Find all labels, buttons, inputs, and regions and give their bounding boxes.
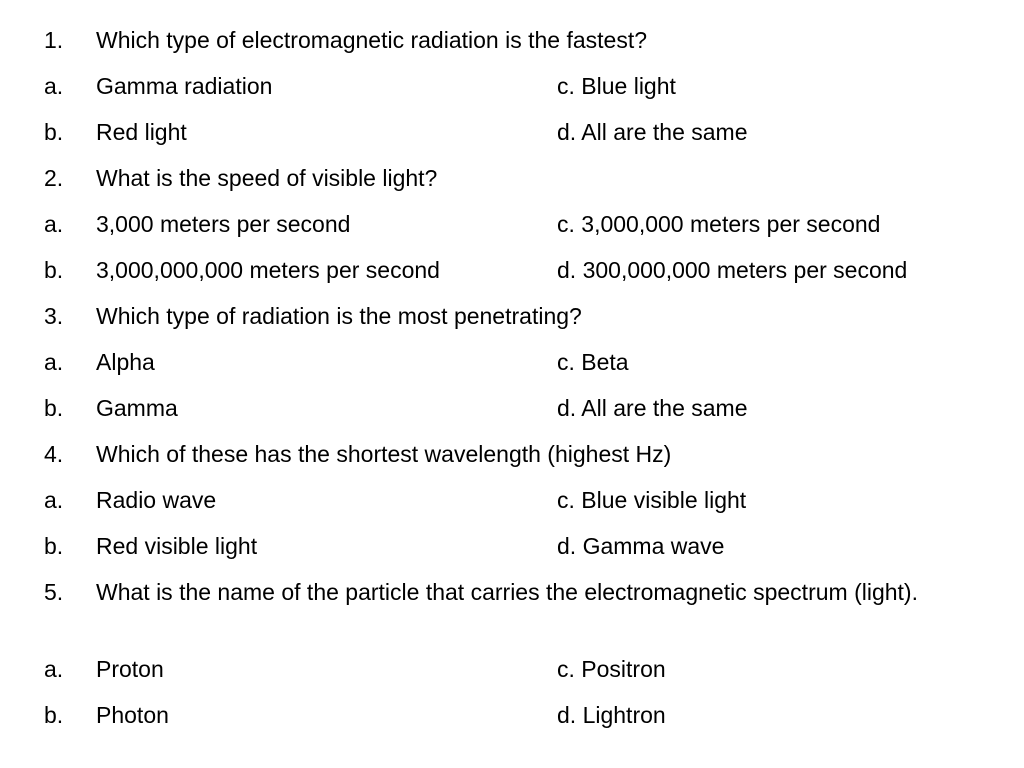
option-a-text: Proton (96, 656, 164, 682)
option-marker: b. (44, 119, 64, 145)
option-d-text: d. All are the same (557, 395, 748, 421)
option-b-text: Red visible light (96, 533, 258, 559)
option-marker: b. (44, 395, 64, 421)
option-marker: a. (44, 487, 64, 513)
option-d-text: d. 300,000,000 meters per second (557, 257, 908, 283)
option-a-text: Gamma radiation (96, 73, 273, 99)
question-text: Which of these has the shortest wavelength (highest Hz) (96, 441, 672, 467)
option-d-text: d. Gamma wave (557, 533, 725, 559)
option-marker: a. (44, 211, 64, 237)
option-a-text: Alpha (96, 349, 155, 375)
question-text: What is the speed of visible light? (96, 165, 438, 191)
question-text: Which type of radiation is the most penetrating? (96, 303, 582, 329)
option-c-text: c. 3,000,000 meters per second (557, 211, 881, 237)
option-b-text: Photon (96, 702, 169, 728)
question-number: 3. (44, 303, 64, 329)
question-number: 4. (44, 441, 64, 467)
option-c-text: c. Blue light (557, 73, 676, 99)
question-text: What is the name of the particle that carries the electromagnetic spectrum (light). (96, 579, 918, 605)
option-c-text: c. Beta (557, 349, 629, 375)
option-marker: a. (44, 656, 64, 682)
option-d-text: d. Lightron (557, 702, 666, 728)
option-d-text: d. All are the same (557, 119, 748, 145)
question-number: 5. (44, 579, 64, 605)
option-marker: b. (44, 257, 64, 283)
option-marker: a. (44, 73, 64, 99)
option-c-text: c. Blue visible light (557, 487, 747, 513)
option-a-text: 3,000 meters per second (96, 211, 351, 237)
option-b-text: 3,000,000,000 meters per second (96, 257, 440, 283)
question-number: 1. (44, 27, 64, 53)
option-c-text: c. Positron (557, 656, 666, 682)
option-b-text: Gamma (96, 395, 178, 421)
question-text: Which type of electromagnetic radiation is the fastest? (96, 27, 648, 53)
option-marker: b. (44, 533, 64, 559)
option-b-text: Red light (96, 119, 187, 145)
option-marker: a. (44, 349, 64, 375)
option-marker: b. (44, 702, 64, 728)
question-number: 2. (44, 165, 64, 191)
option-a-text: Radio wave (96, 487, 217, 513)
